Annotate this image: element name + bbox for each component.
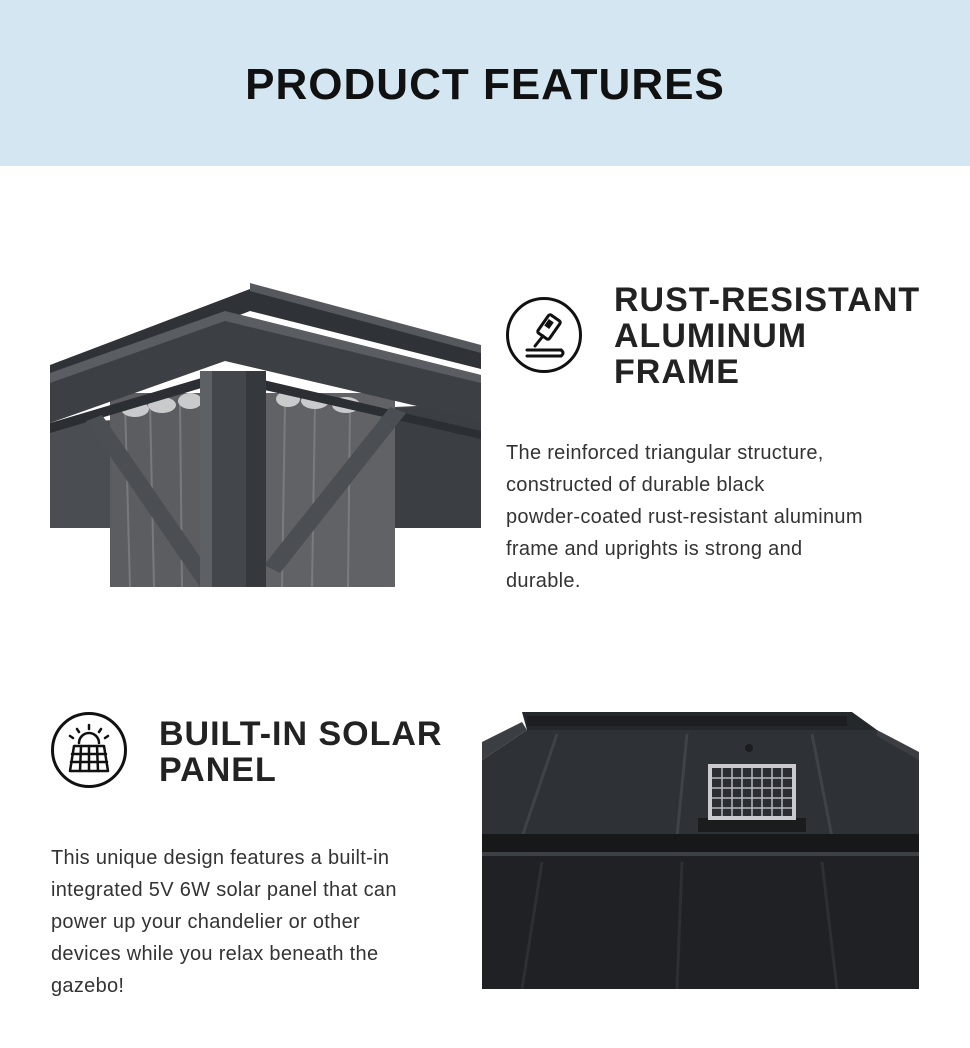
description-line: The reinforced triangular structure,	[506, 442, 824, 464]
feature-title-solar-panel	[159, 716, 442, 788]
aluminum-frame-photo	[50, 283, 481, 587]
description-line: integrated 5V 6W solar panel that can	[51, 879, 397, 901]
glue-bottle-icon	[506, 297, 582, 373]
description-line: frame and uprights is strong and	[506, 538, 803, 560]
description-line: gazebo!	[51, 975, 125, 997]
feature-title-line: ALUMINUM	[614, 317, 808, 355]
feature-title-line: FRAME	[614, 353, 740, 391]
description-line: power up your chandelier or other	[51, 911, 360, 933]
description-line: devices while you relax beneath the	[51, 943, 379, 965]
description-line: powder-coated rust-resistant aluminum	[506, 506, 863, 528]
solar-panel-icon	[51, 712, 127, 788]
feature-title-aluminum-frame	[614, 282, 920, 390]
feature-title-line: RUST-RESISTANT	[614, 281, 921, 319]
description-line: This unique design features a built-in	[51, 847, 390, 869]
solar-panel-photo	[482, 712, 919, 989]
feature-title-line: PANEL	[159, 751, 277, 789]
feature-description-solar-panel	[51, 842, 471, 1002]
feature-description-aluminum-frame	[506, 437, 946, 597]
feature-title-line: BUILT-IN SOLAR	[159, 715, 443, 753]
page-title: PRODUCT FEATURES	[245, 60, 725, 109]
header-banner	[0, 0, 970, 166]
description-line: durable.	[506, 570, 581, 592]
description-line: constructed of durable black	[506, 474, 765, 496]
